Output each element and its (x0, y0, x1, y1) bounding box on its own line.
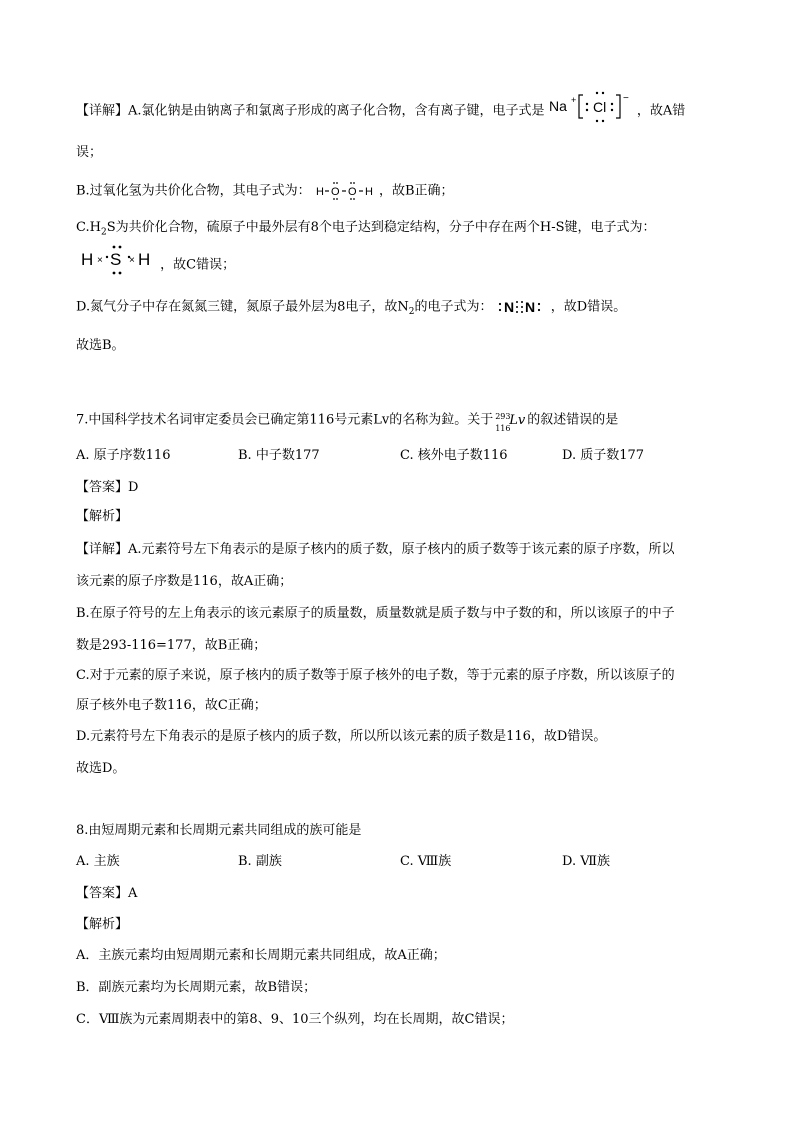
q7-analysis-line: 该元素的原子序数是116，故A正确； (76, 574, 293, 589)
q6-detail-a-cont: 误； (76, 145, 103, 160)
q7-option-c: C. 核外电子数116 (400, 448, 508, 463)
n-left: N (503, 299, 514, 315)
q7-analysis-line: 原子核外电子数116，故C正确； (76, 698, 267, 713)
h-right: H (138, 250, 151, 269)
q6-detail-c-cont: H × S × H ，故C错误； (76, 254, 235, 276)
q7-conclusion: 故选D。 (76, 761, 126, 776)
n2-electron-formula (497, 298, 547, 316)
q8-option-c: C. Ⅷ族 (400, 854, 452, 869)
q7-analysis-heading: 【解析】 (76, 509, 129, 524)
q6-conclusion: 故选B。 (76, 338, 125, 353)
q7-analysis-line: D.元素符号左下角表示的是原子核内的质子数，所以所以该元素的质子数是116，故D错误。 (76, 729, 607, 744)
q8-option-a: A. 主族 (76, 854, 120, 869)
q6-detail-c: $C.H_2S$为共价化合物，硫原子中最外层有8个电子达到稳定结构，分子中存在两个H-S键，电子式为： (76, 220, 656, 238)
h-left: H (81, 250, 94, 269)
o-left: O (330, 186, 340, 198)
h-left: H (315, 186, 324, 198)
q8-option-d: D. Ⅶ族 (562, 854, 611, 869)
q8-option-b: B. 副族 (238, 854, 282, 869)
q7-analysis-line: C.对于元素的原子来说，原子核内的质子数等于原子核外的电子数，等于元素的原子序数，所以该原子的 (76, 668, 675, 683)
q8-analysis-line: A．主族元素均由短周期元素和长周期元素共同组成，故A正确； (76, 948, 446, 963)
q6-detail-a: 【详解】A.氯化钠是由钠离子和氯离子形成的离子化合物，含有离子键，电子式是 Na + Cl − ，故A错 (76, 98, 685, 116)
s-symbol: S (110, 250, 122, 269)
h2s-electron-formula (76, 242, 156, 276)
nacl-electron-formula (549, 90, 633, 124)
q7-analysis-line: B.在原子符号的左上角表示的该元素原子的质量数，质量数就是质子数与中子数的和，所以该原子的中子 (76, 606, 675, 621)
q8-answer: 【答案】A (76, 886, 138, 901)
h2o2-electron-formula (315, 181, 375, 201)
na-symbol: Na (548, 98, 567, 114)
q6-detail-d: D.氮气分子中存在氮氮三键，氮原子最外层为8电子，故$N_2$的电子式为： N N ，故D错误。 (76, 299, 627, 318)
q7-analysis-line: 数是293-116=177，故B正确； (76, 638, 267, 653)
n-right: N (524, 299, 535, 315)
q7-answer: 【答案】D (76, 480, 139, 495)
q8-analysis-heading: 【解析】 (76, 917, 129, 932)
q8-analysis-line: C．Ⅷ族为元素周期表中的第8、9、10三个纵列，均在长周期，故C错误； (76, 1012, 514, 1027)
q7-option-b: B. 中子数177 (238, 448, 320, 463)
svg-text:×: × (129, 255, 135, 266)
h-right: H (364, 186, 373, 198)
q6-detail-b: B.过氧化氢为共价化合物，其电子式为： H O O H ，故B正确； (76, 181, 454, 199)
o-right: O (347, 186, 357, 198)
q7-analysis-line: 【详解】A.元素符号左下角表示的是原子核内的质子数，原子核内的质子数等于该元素的原子序数，所以 (76, 542, 675, 557)
lv-nuclide-symbol: 293 116 Lv (495, 412, 526, 433)
svg-text:×: × (97, 255, 103, 266)
q8-stem: 8.由短周期元素和长周期元素共同组成的族可能是 (76, 823, 362, 838)
q8-analysis-line: B．副族元素均为长周期元素，故B错误； (76, 980, 317, 995)
cl-charge: − (622, 93, 629, 104)
q7-option-d: D. 质子数177 (562, 448, 645, 463)
na-charge: + (570, 95, 576, 105)
q7-option-a: A. 原子序数116 (76, 448, 171, 463)
q7-stem: 7.中国科学技术名词审定委员会已确定第116号元素Lv的名称为鉝。关于 293 116 Lv 的叙述错误的是 (76, 412, 619, 433)
cl-symbol: Cl (592, 99, 606, 115)
